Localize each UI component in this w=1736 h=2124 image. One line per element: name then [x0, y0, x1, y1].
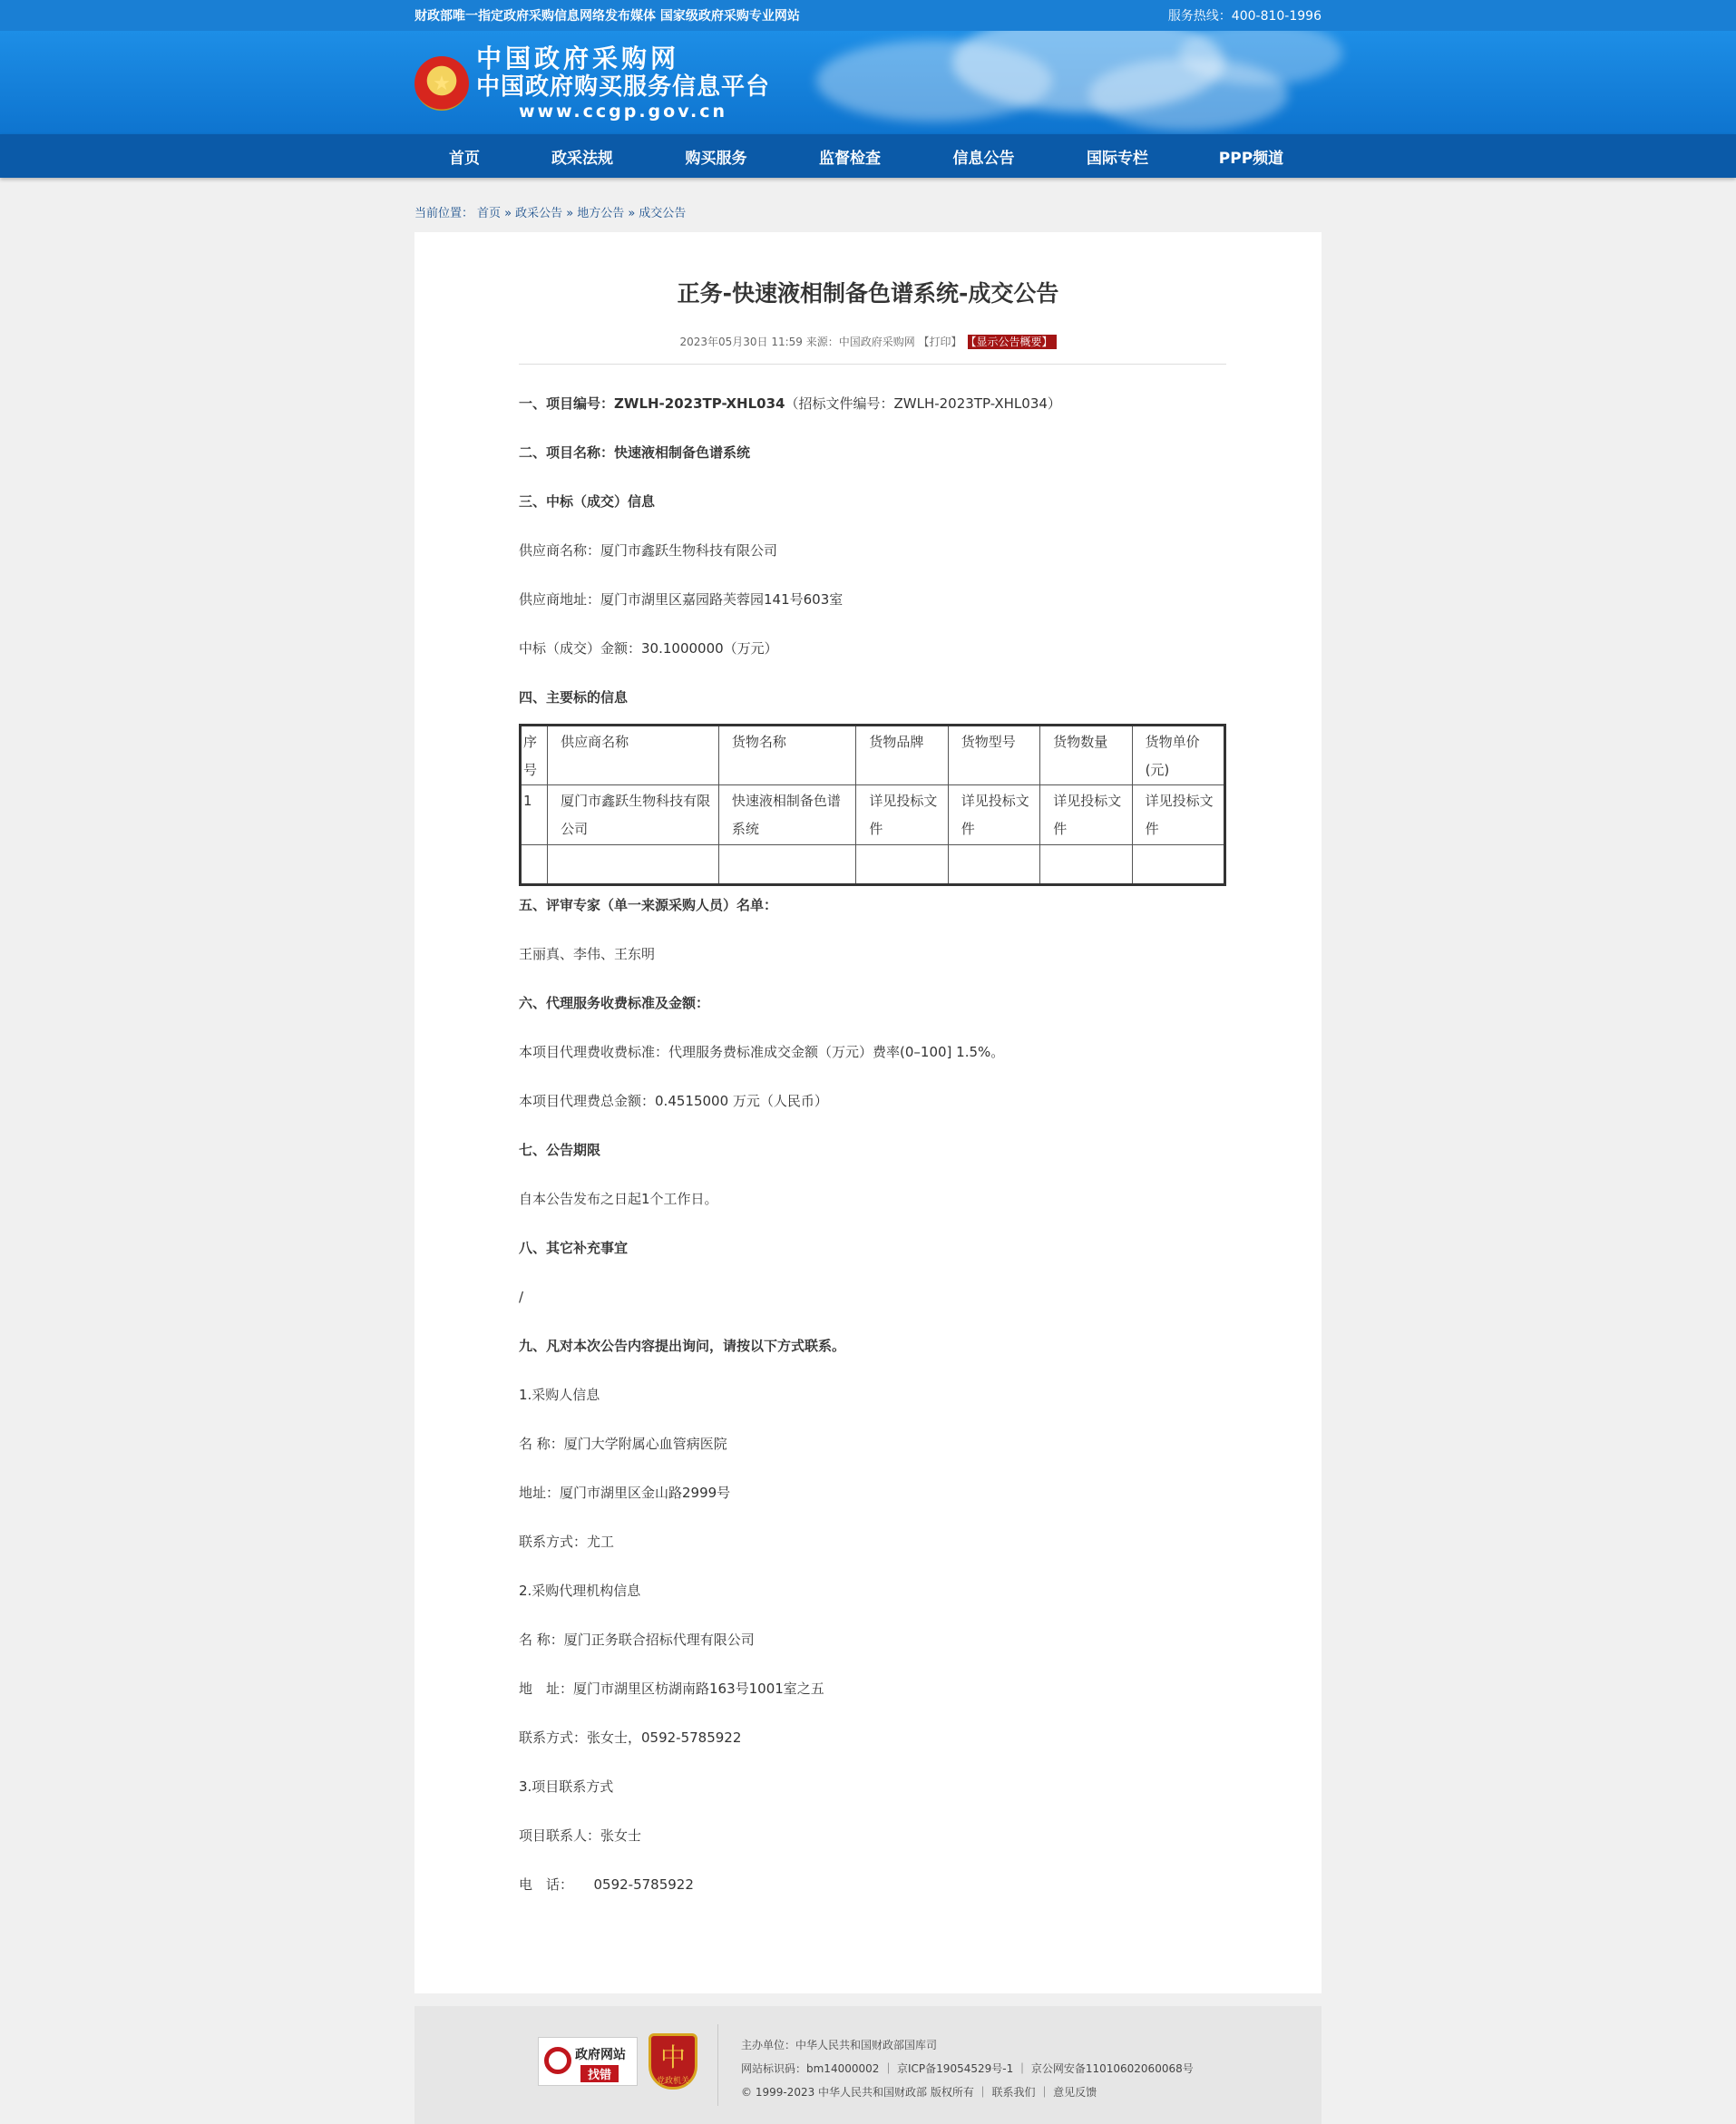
- breadcrumb-label: 当前位置：: [414, 207, 474, 220]
- s3: 三、中标（成交）信息: [519, 493, 656, 510]
- project-contact-phone: 电 话： 0592-5785922: [519, 1876, 694, 1893]
- fee-standard: 本项目代理费收费标准：代理服务费标准成交金额（万元）费率(0–100] 1.5%。: [519, 1044, 1005, 1060]
- table-row: [521, 785, 1225, 845]
- nav-home[interactable]: 首页: [449, 149, 480, 168]
- s4: 四、主要标的信息: [519, 689, 629, 706]
- cell-goods-name: 快速液相制备色谱系统: [718, 785, 856, 845]
- cell-unit-price: 详见投标文件: [1132, 785, 1224, 845]
- footer-sponsor: 主办单位：中华人民共和国财政部国库司: [741, 2039, 938, 2051]
- main-nav: [0, 134, 1736, 178]
- badge1-title: 政府网站: [575, 2048, 626, 2062]
- buyer-contact: 联系方式：尤工: [519, 1534, 615, 1550]
- th-model: 货物型号: [948, 726, 1039, 785]
- footer-info: [741, 2033, 1194, 2104]
- logo-url: www.ccgp.gov.cn: [518, 102, 728, 122]
- project-contact-person: 项目联系人：张女士: [519, 1827, 642, 1844]
- th-supplier: 供应商名称: [548, 726, 719, 785]
- contact-buyer-heading: 1.采购人信息: [519, 1387, 600, 1403]
- th-goods-name: 货物名称: [718, 726, 856, 785]
- cell-index: 1: [521, 785, 548, 845]
- article-title: 正务-快速液相制备色谱系统-成交公告: [677, 280, 1059, 307]
- cell-supplier: 厦门市鑫跃生物科技有限公司: [548, 785, 719, 845]
- article-meta-text: 2023年05月30日 11:59 来源：中国政府采购网 【打印】: [679, 336, 962, 348]
- nav-supervision[interactable]: 监督检查: [819, 149, 881, 168]
- magnifier-icon: [544, 2047, 571, 2074]
- logo-title: 中国政府采购网: [476, 44, 680, 73]
- s1-code: ZWLH-2023TP-XHL034: [614, 395, 785, 412]
- supplier-name: 供应商名称：厦门市鑫跃生物科技有限公司: [519, 542, 778, 559]
- breadcrumb-home[interactable]: 首页 »: [477, 207, 512, 220]
- fee-total: 本项目代理费总金额：0.4515000 万元（人民币）: [519, 1093, 828, 1109]
- project-contact-heading: 3.项目联系方式: [519, 1778, 614, 1795]
- nav-ppp[interactable]: PPP频道: [1218, 149, 1284, 168]
- article-body: [519, 394, 1226, 1924]
- footer-divider: [717, 2024, 718, 2106]
- site-footer: [414, 2006, 1322, 2124]
- notice-period: 自本公告发布之日起1个工作日。: [519, 1191, 718, 1207]
- title-divider: [519, 364, 1226, 365]
- experts: 王丽真、李伟、王东明: [519, 946, 656, 962]
- th-brand: 货物品牌: [856, 726, 948, 785]
- article-meta: [414, 334, 1322, 349]
- agency-contact: 联系方式：张女士，0592-5785922: [519, 1729, 742, 1746]
- national-emblem-icon: ★: [414, 56, 469, 111]
- s6: 六、代理服务收费标准及金额：: [519, 995, 710, 1011]
- badge2-char: 中: [659, 2042, 686, 2072]
- buyer-address: 地址：厦门市湖里区金山路2999号: [519, 1485, 731, 1501]
- cell-brand: 详见投标文件: [856, 785, 948, 845]
- other-matters: /: [519, 1289, 524, 1305]
- table-empty-row: [521, 845, 1225, 885]
- footer-ids: 网站标识码：bm14000002 ｜ 京ICP备19054529号-1 ｜ 京公网安备11010602060068号: [741, 2062, 1194, 2075]
- agency-name: 名 称：厦门正务联合招标代理有限公司: [519, 1632, 755, 1648]
- nav-announcements[interactable]: 信息公告: [952, 149, 1015, 168]
- s2: 二、项目名称：快速液相制备色谱系统: [519, 444, 751, 461]
- site-banner: [0, 31, 1736, 134]
- supplier-address: 供应商地址：厦门市湖里区嘉园路芙蓉园141号603室: [519, 591, 844, 608]
- footer-copyright: © 1999-2023 中华人民共和国财政部 版权所有 ｜ 联系我们 ｜ 意见反馈: [741, 2086, 1097, 2099]
- nav-regulations[interactable]: 政采法规: [551, 149, 613, 168]
- breadcrumb-deal[interactable]: 成交公告: [639, 207, 687, 220]
- site-logo[interactable]: [414, 44, 771, 122]
- deal-amount: 中标（成交）金额：30.1000000（万元）: [519, 640, 778, 657]
- th-unit-price: 货物单价(元): [1132, 726, 1224, 785]
- breadcrumb-local[interactable]: 地方公告 »: [577, 207, 636, 220]
- s1-label: 一、项目编号：: [519, 395, 615, 412]
- top-strip: [0, 0, 1736, 31]
- article-card: [414, 232, 1322, 1993]
- buyer-name: 名 称：厦门大学附属心血管病医院: [519, 1436, 727, 1452]
- logo-subtitle: 中国政府购买服务信息平台: [476, 73, 771, 101]
- cell-quantity: 详见投标文件: [1040, 785, 1132, 845]
- agency-address: 地 址：厦门市湖里区枋湖南路163号1001室之五: [519, 1681, 824, 1697]
- s8: 八、其它补充事宜: [519, 1240, 629, 1256]
- nav-international[interactable]: 国际专栏: [1087, 149, 1148, 168]
- slogan-text: 财政部唯一指定政府采购信息网络发布媒体 国家级政府采购专业网站: [414, 9, 800, 24]
- hotline-text: 服务热线：400-810-1996: [1167, 9, 1322, 24]
- nav-purchase-service[interactable]: 购买服务: [685, 149, 747, 168]
- s7: 七、公告期限: [519, 1142, 601, 1158]
- s1-extra: （招标文件编号：ZWLH-2023TP-XHL034）: [785, 395, 1061, 412]
- party-gov-badge[interactable]: [649, 2033, 697, 2090]
- cell-model: 详见投标文件: [948, 785, 1039, 845]
- th-index: 序号: [521, 726, 548, 785]
- subject-table: [519, 724, 1226, 886]
- breadcrumb-procurement[interactable]: 政采公告 »: [515, 207, 574, 220]
- s9: 九、凡对本次公告内容提出询问，请按以下方式联系。: [519, 1338, 846, 1354]
- gov-site-error-badge[interactable]: [538, 2037, 638, 2086]
- badge1-sub: 找错: [580, 2065, 619, 2082]
- table-header-row: [521, 726, 1225, 785]
- th-quantity: 货物数量: [1040, 726, 1132, 785]
- contact-agency-heading: 2.采购代理机构信息: [519, 1583, 641, 1599]
- summary-button[interactable]: 【显示公告概要】: [968, 335, 1057, 349]
- badge2-sub: 党政机关: [656, 2077, 689, 2086]
- s5: 五、评审专家（单一来源采购人员）名单：: [519, 897, 778, 913]
- breadcrumb: [414, 203, 689, 220]
